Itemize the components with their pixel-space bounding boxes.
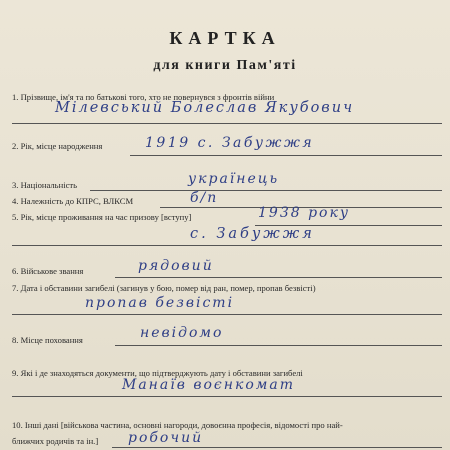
field-5-value-place: с. Забужжя — [190, 226, 315, 242]
card-title: КАРТКА — [169, 28, 281, 48]
field-4-value-party: б/п — [190, 190, 219, 206]
field-4-label: 4. Належність до КПРС, ВЛКСМ — [12, 196, 134, 206]
field-10-line — [112, 447, 442, 448]
field-3-label: 3. Національність — [12, 180, 78, 190]
field-10-value-other: робочий — [128, 430, 204, 446]
field-9-label: 9. Які і де знаходяться документи, що підтверджують дату і обставини загибелі — [12, 368, 303, 378]
card-subtitle: для книги Пам'яті — [153, 58, 297, 73]
field-7-value-circumstances: пропав безвісті — [85, 295, 235, 311]
field-6-line — [115, 277, 442, 278]
field-2-label: 2. Рік, місце народження — [12, 141, 103, 151]
field-2-line — [130, 155, 442, 156]
field-9-line — [12, 396, 442, 397]
field-1-line — [12, 123, 442, 124]
field-1-value-full-name: Мілевський Болеслав Якубович — [55, 100, 355, 116]
field-7-label: 7. Дата і обставини загибелі (загинув у бою, помер від ран, помер, пропав безвісті) — [12, 283, 316, 293]
field-2-value-birth: 1919 с. Забужжя — [145, 135, 315, 151]
field-10-label-line-1: 10. Інші дані [військова частина, основні нагороди, довоєнна професія, відомості про най- — [12, 420, 343, 430]
field-5-line-2 — [12, 245, 442, 246]
field-7-line — [12, 314, 442, 315]
field-6-value-rank: рядовий — [138, 258, 214, 274]
field-8-label: 8. Місце поховання — [12, 335, 83, 345]
field-8-line — [115, 345, 442, 346]
field-5-label: 5. Рік, місце проживання на час призову [вступу] — [12, 212, 192, 222]
field-8-value-burial: невідомо — [140, 325, 224, 341]
field-6-label: 6. Військове звання — [12, 266, 84, 276]
field-3-value-nationality: українець — [188, 171, 280, 187]
field-5-value-year: 1938 року — [258, 205, 350, 221]
field-1-label: 1. Прізвище, ім'я та по батькові того, хто не повернувся з фронтів війни — [12, 92, 275, 102]
field-9-value-documents: Манаїв воєнкомат — [122, 377, 295, 393]
field-10-label-line-2: ближчих родичів та ін.] — [12, 436, 99, 446]
field-3-line — [90, 190, 442, 191]
